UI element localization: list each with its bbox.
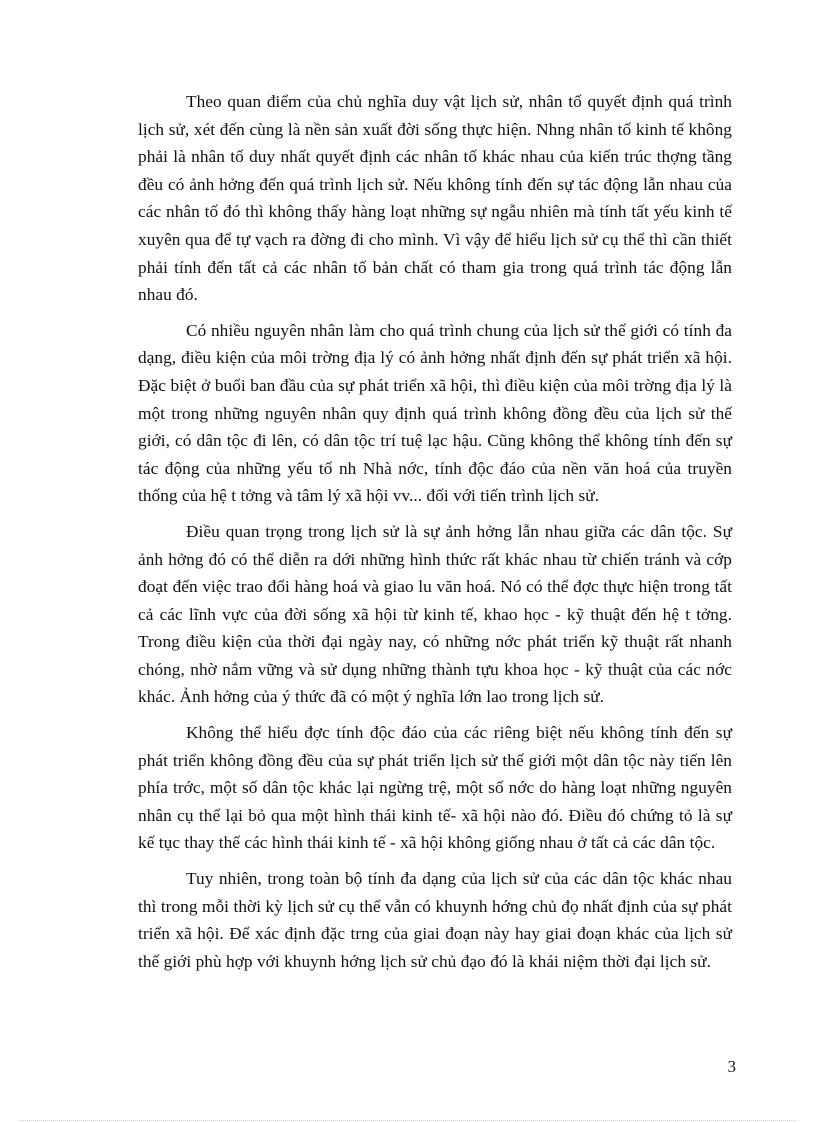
paragraph-2: Có nhiều nguyên nhân làm cho quá trình chung của lịch sử thế giới có tính đa dạng, điều kiện của môi trờng địa lý có ảnh hởng nhất định đến sự phát triển xã hội. Đặc biệt ở buổi ban đầu của sự phát triển xã hội, thì điều kiện của môi trờng địa lý là một trong những nguyên nhân quy định quá trình không đồng đều của lịch sử thế giới, có dân tộc đi lên, có dân tộc trí tuệ lạc hậu. Cũng không thể không tính đến sự tác động của những yếu tố nh Nhà nớc, tính độc đáo của nền văn hoá của truyền thống của hệ t tởng và tâm lý xã hội vv... đối với tiến trình lịch sử. [138, 320, 732, 506]
document-body [138, 88, 732, 983]
footer-divider [20, 1120, 796, 1121]
paragraph-1: Theo quan điểm của chủ nghĩa duy vật lịch sử, nhân tố quyết định quá trình lịch sử, xét đến cùng là nền sản xuất đời sống thực hiện. Nhng nhân tố kinh tế không phải là nhân tố duy nhất quyết định các nhân tố khác nhau của kiến trúc thợng tầng đều có ảnh hởng đến quá trình lịch sử. Nếu không tính đến sự tác động lẫn nhau của các nhân tố đó thì không thấy hàng loạt những sự ngẫu nhiên mà tính tất yếu kinh tế xuyên qua để tự vạch ra đờng đi cho mình. Vì vậy để hiểu lịch sử cụ thể thì cần thiết phải tính đến tất cả các nhân tố bản chất có tham gia trong quá trình tác động lẫn nhau đó. [138, 92, 732, 305]
paragraph-4: Không thể hiểu đợc tính độc đáo của các riêng biệt nếu không tính đến sự phát triển không đồng đều của sự phát triển lịch sử thế giới một dân tộc này tiến lên phía trớc, một số dân tộc khác lại ngừng trệ, một số nớc do hàng loạt những nguyên nhân cụ thể lại bỏ qua một hình thái kinh tế- xã hội nào đó. Điều đó chứng tỏ là sự kế tục thay thế các hình thái kinh tế - xã hội không giống nhau ở tất cả các dân tộc. [138, 723, 732, 853]
paragraph-3: Điều quan trọng trong lịch sử là sự ảnh hởng lẫn nhau giữa các dân tộc. Sự ảnh hởng đó có thể diễn ra dới những hình thức rất khác nhau từ chiến tránh và cớp đoạt đến việc trao đổi hàng hoá và giao lu văn hoá. Nó có thể đợc thực hiện trong tất cả các lĩnh vực của đời sống xã hội từ kinh tế, khao học - kỹ thuật đến hệ t tởng. Trong điều kiện của thời đại ngày nay, có những nớc phát triển kỹ thuật rất nhanh chóng, nhờ nắm vững và sử dụng những thành tựu khoa học - kỹ thuật của các nớc khác. Ảnh hởng của ý thức đã có một ý nghĩa lớn lao trong lịch sử. [138, 521, 732, 707]
page-number: 3 [727, 1057, 736, 1076]
paragraph-5: Tuy nhiên, trong toàn bộ tính đa dạng của lịch sử của các dân tộc khác nhau thì trong mỗi thời kỳ lịch sử cụ thể vẫn có khuynh hớng chủ đọ nhất định của sự phát triển xã hội. Để xác định đặc trng của giai đoạn này hay giai đoạn khác của lịch sử thế giới phù hợp với khuynh hớng lịch sử chủ đạo đó là khái niệm thời đại lịch sử. [138, 869, 732, 971]
